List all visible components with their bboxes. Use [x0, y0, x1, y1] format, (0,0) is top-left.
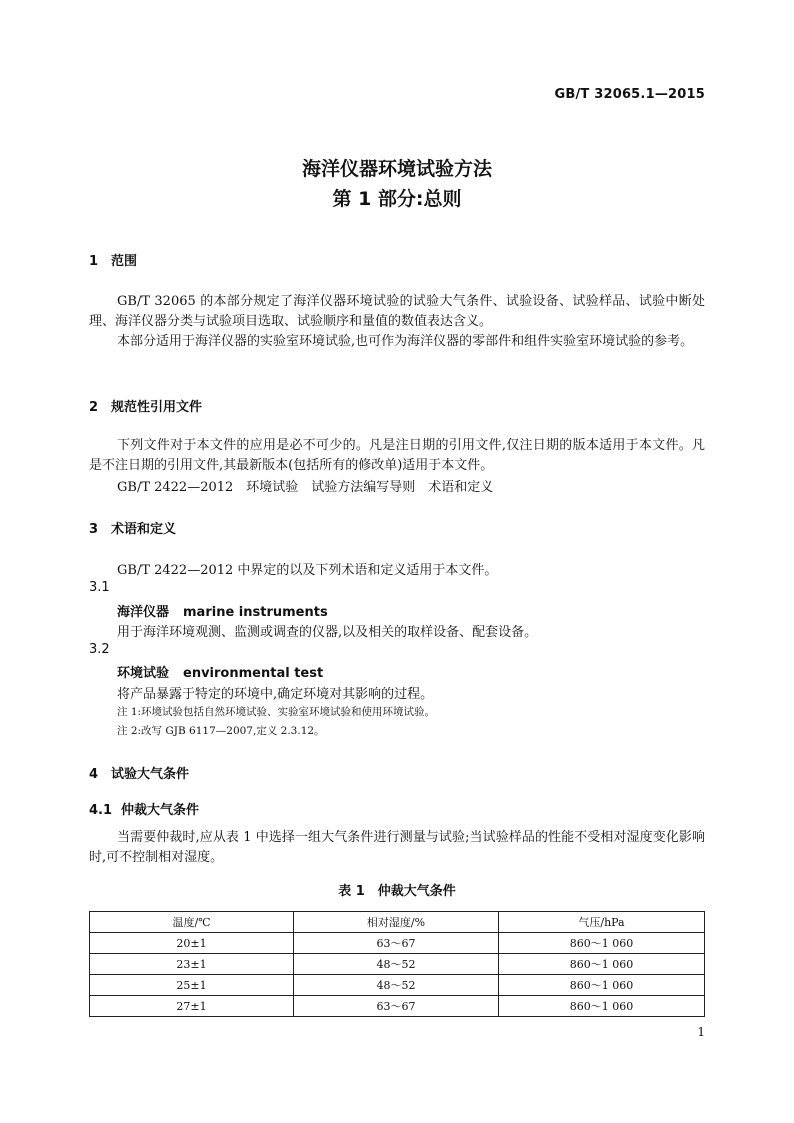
subsection-number: 4.1 [89, 803, 113, 818]
table-caption: 表 1 仲裁大气条件 [338, 884, 456, 899]
column-header: 气压/hPa [499, 912, 705, 933]
section-number: 3 [89, 522, 99, 537]
term-definition: 将产品暴露于特定的环境中,确定环境对其影响的过程。 [117, 687, 434, 702]
table-row [90, 954, 705, 975]
term-entry [117, 601, 328, 620]
section-title: 试验大气条件 [111, 767, 190, 782]
subsection-heading [89, 799, 199, 818]
term-chinese: 环境试验 [117, 666, 170, 681]
table-cell: 25±1 [90, 975, 294, 996]
document-subtitle: 第 1 部分:总则 [332, 188, 462, 210]
table-cell: 48～52 [294, 975, 499, 996]
page-number: 1 [697, 1025, 705, 1039]
paragraph: 本部分适用于海洋仪器的实验室环境试验,也可作为海洋仪器的零部件和组件实验室环境试验的参考。 [117, 334, 694, 349]
table-cell: 63～67 [294, 933, 499, 954]
note: 注 1:环境试验包括自然环境试验、实验室环境试验和使用环境试验。 [117, 706, 436, 718]
table-cell: 860～1 060 [499, 954, 705, 975]
reference-entry: GB/T 2422—2012 环境试验 试验方法编写导则 术语和定义 [117, 480, 494, 495]
table-cell: 23±1 [90, 954, 294, 975]
term-definition: 用于海洋环境观测、监测或调查的仪器,以及相关的取样设备、配套设备。 [117, 625, 538, 640]
table-header-row [90, 912, 705, 933]
term-chinese: 海洋仪器 [117, 605, 170, 620]
term-english: environmental test [183, 666, 324, 681]
table-cell: 20±1 [90, 933, 294, 954]
section-heading-terms [89, 518, 176, 537]
table-cell: 48～52 [294, 954, 499, 975]
table-cell: 27±1 [90, 996, 294, 1017]
note: 注 2:改写 GJB 6117—2007,定义 2.3.12。 [117, 725, 325, 737]
column-header: 温度/℃ [90, 912, 294, 933]
paragraph: 当需要仲裁时,应从表 1 中选择一组大气条件进行测量与试验;当试验样品的性能不受相对湿度变化影响时,可不控制相对湿度。 [89, 830, 705, 865]
arbitration-conditions-table [89, 911, 705, 1017]
section-title: 范围 [111, 254, 138, 269]
subsection-title: 仲裁大气条件 [121, 803, 200, 818]
table-row [90, 975, 705, 996]
table-cell: 860～1 060 [499, 975, 705, 996]
section-number: 2 [89, 400, 99, 415]
table-row [90, 933, 705, 954]
section-number: 1 [89, 254, 99, 269]
table-row [90, 996, 705, 1017]
table-cell: 63～67 [294, 996, 499, 1017]
term-english: marine instruments [183, 605, 328, 620]
section-heading-atmospheric-conditions [89, 763, 189, 782]
document-title: 海洋仪器环境试验方法 [301, 158, 492, 180]
column-header: 相对湿度/% [294, 912, 499, 933]
section-heading-normative-references [89, 396, 202, 415]
section-number: 4 [89, 767, 99, 782]
section-title: 规范性引用文件 [111, 400, 203, 415]
section-title: 术语和定义 [111, 522, 177, 537]
term-number: 3.2 [89, 642, 110, 657]
table-cell: 860～1 060 [499, 933, 705, 954]
term-number: 3.1 [89, 580, 110, 595]
paragraph: GB/T 2422—2012 中界定的以及下列术语和定义适用于本文件。 [117, 563, 498, 578]
standard-code: GB/T 32065.1—2015 [554, 87, 705, 102]
term-entry [117, 662, 323, 681]
paragraph: 下列文件对于本文件的应用是必不可少的。凡是注日期的引用文件,仅注日期的版本适用于本文件。凡是不注日期的引用文件,其最新版本(包括所有的修改单)适用于本文件。 [89, 438, 705, 473]
table-cell: 860～1 060 [499, 996, 705, 1017]
section-heading-scope [89, 250, 137, 269]
paragraph: GB/T 32065 的本部分规定了海洋仪器环境试验的试验大气条件、试验设备、试验样品、试验中断处理、海洋仪器分类与试验项目选取、试验顺序和量值的数值表达含义。 [89, 294, 705, 329]
